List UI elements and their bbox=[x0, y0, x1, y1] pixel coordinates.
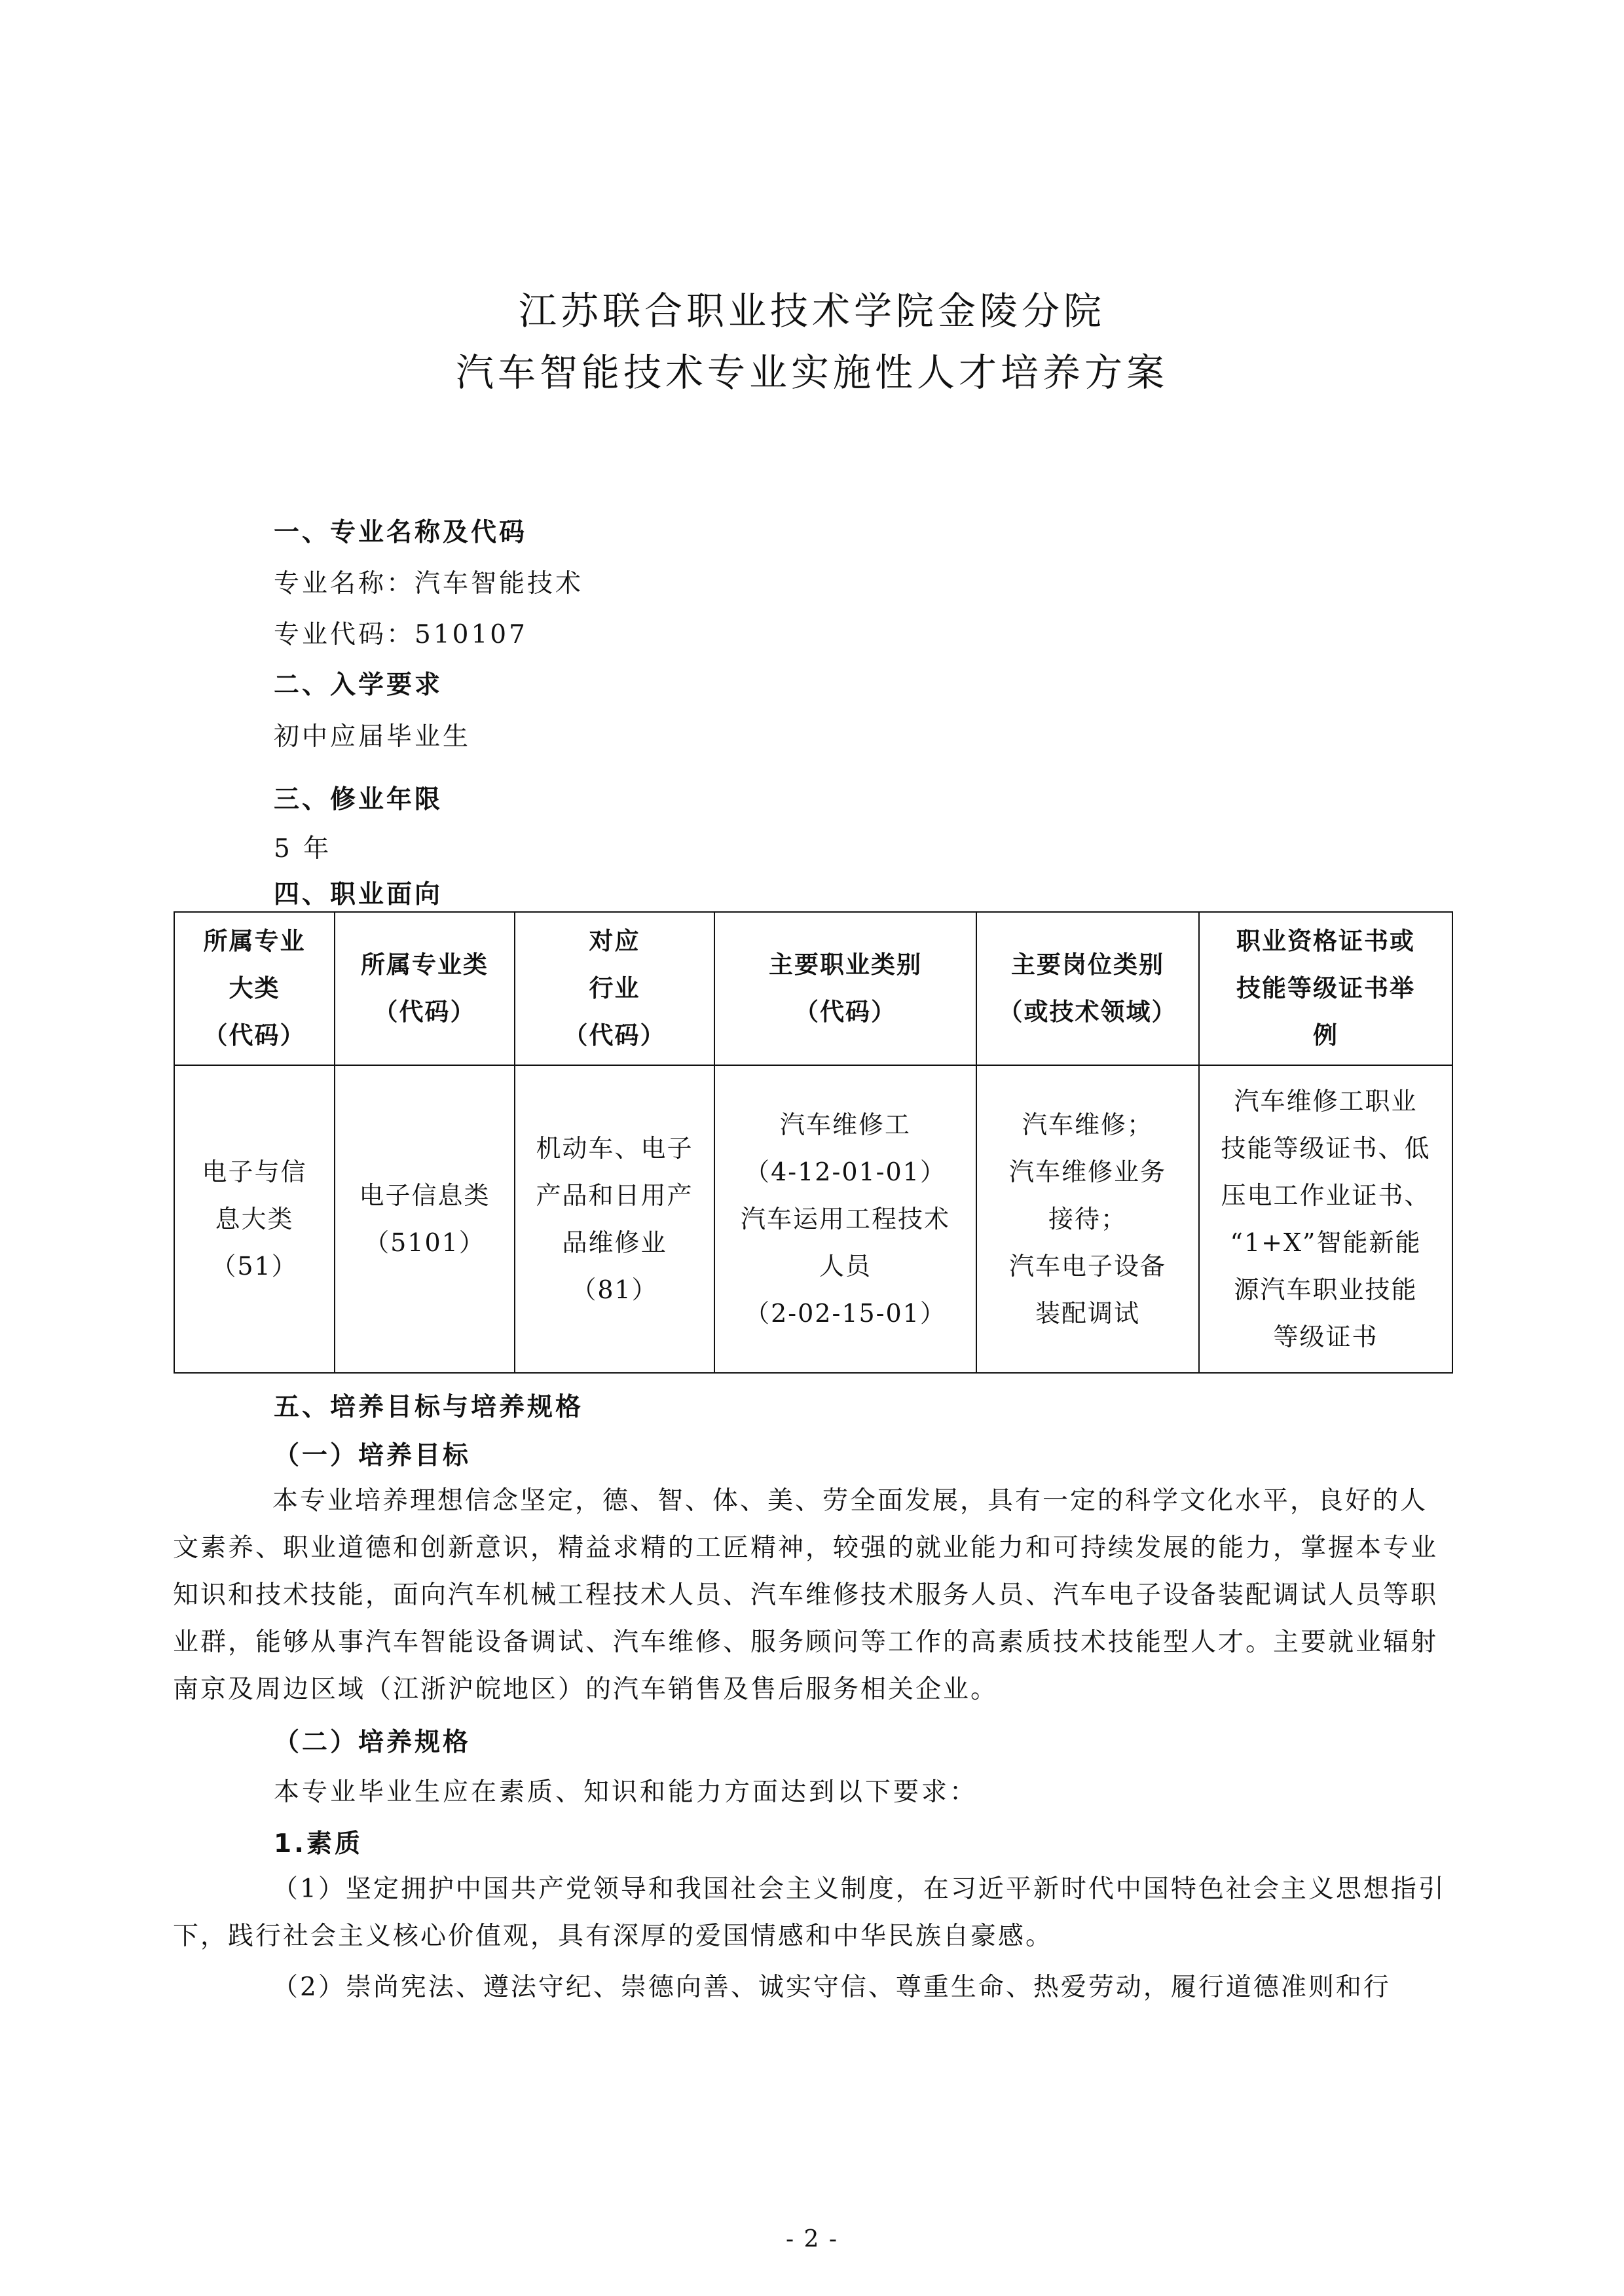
occupation-table bbox=[174, 911, 1453, 1374]
document-title-line2: 汽车智能技术专业实施性人才培养方案 bbox=[455, 350, 1168, 395]
header-cell: 职业资格证书或 技能等级证书举 例 bbox=[1199, 912, 1452, 1065]
quality-heading: 1.素质 bbox=[274, 1829, 363, 1859]
header-cell: 所属专业类 （代码） bbox=[335, 912, 515, 1065]
major-name-line: 专业名称：汽车智能技术 bbox=[274, 569, 584, 598]
section4-heading: 四、职业面向 bbox=[274, 880, 443, 909]
major-code-line: 专业代码：510107 bbox=[274, 620, 528, 649]
section5-heading: 五、培养目标与培养规格 bbox=[274, 1393, 584, 1422]
header-cell: 主要岗位类别 （或技术领域） bbox=[976, 912, 1199, 1065]
header-cell: 所属专业 大类 （代码） bbox=[174, 912, 335, 1065]
training-goal-heading: （一）培养目标 bbox=[274, 1441, 471, 1470]
training-spec-text: 本专业毕业生应在素质、知识和能力方面达到以下要求： bbox=[274, 1777, 978, 1807]
table-cell: 汽车维修工职业 技能等级证书、低 压电工作业证书、 “1+X”智能新能 源汽车职业技能 等级证书 bbox=[1199, 1065, 1452, 1373]
training-goal-paragraph bbox=[173, 1478, 1450, 1713]
table-header-row bbox=[174, 912, 1452, 1065]
quality-item-1-text: （1）坚定拥护中国共产党领导和我国社会主义制度，在习近平新时代中国特色社会主义思想指引下，践行社会主义核心价值观，具有深厚的爱国情感和中华民族自豪感。 bbox=[173, 1874, 1446, 1951]
quality-item-2 bbox=[173, 1964, 1450, 2011]
table-cell: 汽车维修工 （4-12-01-01） 汽车运用工程技术 人员 （2-02-15-01） bbox=[714, 1065, 976, 1373]
header-cell: 对应 行业 （代码） bbox=[515, 912, 714, 1065]
quality-item-1 bbox=[173, 1866, 1450, 1960]
section2-heading: 二、入学要求 bbox=[274, 670, 443, 700]
table-cell: 汽车维修； 汽车维修业务 接待； 汽车电子设备 装配调试 bbox=[976, 1065, 1199, 1373]
table-cell: 机动车、电子 产品和日用产 品维修业 （81） bbox=[515, 1065, 714, 1373]
section3-heading: 三、修业年限 bbox=[274, 785, 443, 814]
table-cell: 电子信息类 （5101） bbox=[335, 1065, 515, 1373]
section1-heading: 一、专业名称及代码 bbox=[274, 518, 528, 547]
quality-item-2-text: （2）崇尚宪法、遵法守纪、崇德向善、诚实守信、尊重生命、热爱劳动，履行道德准则和行 bbox=[272, 1973, 1391, 2002]
table-row bbox=[174, 1065, 1452, 1373]
page-number: - 2 - bbox=[785, 2226, 839, 2253]
table-cell: 电子与信 息大类 （51） bbox=[174, 1065, 335, 1373]
header-cell: 主要职业类别 （代码） bbox=[714, 912, 976, 1065]
training-goal-text: 本专业培养理想信念坚定，德、智、体、美、劳全面发展，具有一定的科学文化水平，良好的人文素养、职业道德和创新意识，精益求精的工匠精神，较强的就业能力和可持续发展的能力，掌握本专业知识和技术技能，面向汽车机械工程技术人员、汽车维修技术服务人员、汽车电子设备装配调试人员等职业群，能够从事汽车智能设备调试、汽车维修、服务顾问等工作的高素质技术技能型人才。主要就业辐射南京及周边区域（江浙沪皖地区）的汽车销售及售后服务相关企业。 bbox=[173, 1486, 1439, 1704]
admission-text: 初中应届毕业生 bbox=[274, 722, 471, 752]
document-title-line1: 江苏联合职业技术学院金陵分院 bbox=[518, 289, 1105, 333]
training-spec-heading: （二）培养规格 bbox=[274, 1728, 471, 1757]
duration-text: 5 年 bbox=[274, 834, 332, 864]
